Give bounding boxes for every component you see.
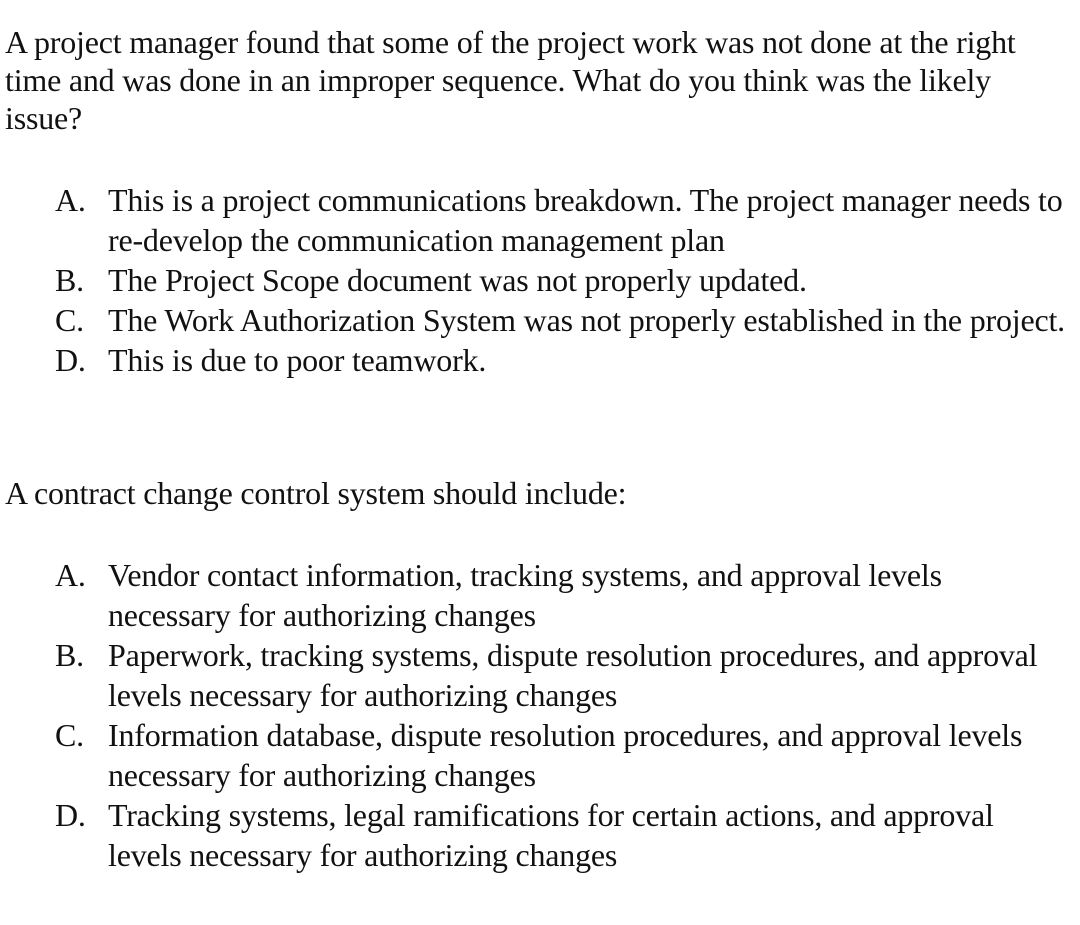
option-text: Information database, dispute resolution procedures, and approval levels necessary for authorizing changes — [108, 717, 1023, 793]
answer-option-b — [5, 260, 1075, 300]
answer-option-d — [5, 795, 1075, 875]
option-letter: D. — [55, 342, 86, 378]
option-text: This is due to poor teamwork. — [108, 342, 487, 378]
option-text: This is a project communications breakdown. The project manager needs to re-develop the communication management plan — [108, 182, 1063, 258]
question-1 — [5, 23, 1075, 380]
option-letter: D. — [55, 797, 86, 833]
option-letter: A. — [55, 182, 86, 218]
answer-option-c — [5, 715, 1075, 795]
question-2 — [5, 474, 1075, 875]
option-text: Vendor contact information, tracking systems, and approval levels necessary for authorizing changes — [108, 557, 942, 633]
option-text: The Project Scope document was not properly updated. — [108, 262, 807, 298]
answer-options — [5, 180, 1075, 380]
option-text: The Work Authorization System was not properly established in the project. — [108, 302, 1065, 338]
answer-option-d — [5, 340, 1075, 380]
option-letter: C. — [55, 302, 84, 338]
option-text: Paperwork, tracking systems, dispute resolution procedures, and approval levels necessary for authorizing changes — [108, 637, 1038, 713]
option-letter: B. — [55, 637, 84, 673]
answer-option-a — [5, 180, 1075, 260]
answer-options — [5, 555, 1075, 875]
answer-option-c — [5, 300, 1075, 340]
answer-option-b — [5, 635, 1075, 715]
option-letter: C. — [55, 717, 84, 753]
answer-option-a — [5, 555, 1075, 635]
question-stem: A project manager found that some of the project work was not done at the right time and was done in an improper sequence. What do you think was the likely issue? — [5, 24, 1016, 136]
question-stem: A contract change control system should include: — [5, 475, 627, 511]
option-text: Tracking systems, legal ramifications for certain actions, and approval levels necessary for authorizing changes — [108, 797, 994, 873]
option-letter: A. — [55, 557, 86, 593]
option-letter: B. — [55, 262, 84, 298]
